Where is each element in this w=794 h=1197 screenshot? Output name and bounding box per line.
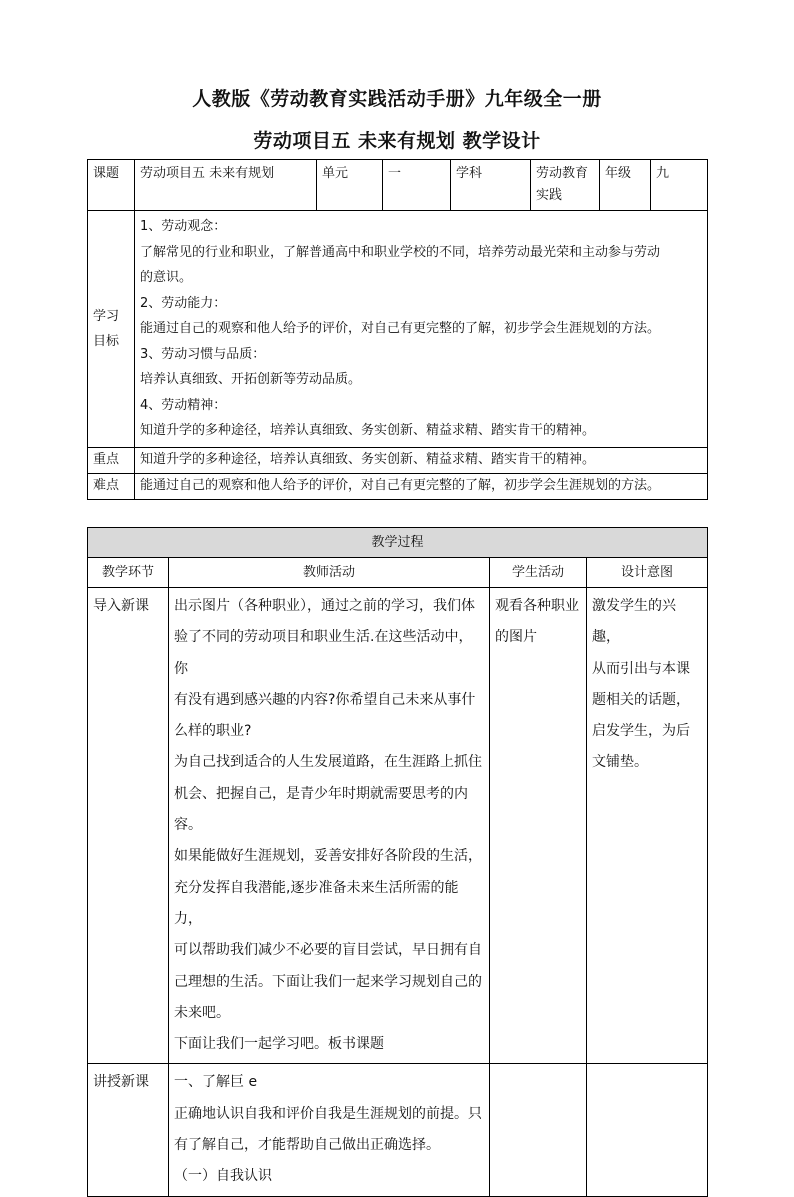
subject-label: 学科 [451, 160, 531, 211]
teacher-line: 下面让我们一起学习吧。板书课题 [174, 1036, 384, 1053]
key-point-text: 知道升学的多种途径，培养认真细致、务实创新、精益求精、踏实肯干的精神。 [135, 447, 708, 473]
teacher-line: 机会、把握自己，是青少年时期就需要思考的内容。 [174, 785, 468, 834]
teacher-activity-intro [169, 588, 490, 1064]
teacher-line: 为自己找到适合的人生发展道路，在生涯路上抓住 [174, 754, 482, 771]
teacher-line: 如果能做好生涯规划，妥善安排好各阶段的生活， [174, 848, 482, 865]
intent-line: 题相关的话题， [592, 691, 690, 708]
objective-line: 4、劳动精神： [140, 397, 227, 413]
grade-value: 九 [651, 160, 708, 211]
teacher-line: 验了不同的劳动项目和职业生活.在这些活动中，你 [174, 629, 473, 677]
teaching-process-table [87, 527, 708, 1197]
topic-value: 劳动项目五 未来有规划 [135, 160, 317, 211]
objective-line: 3、劳动习惯与品质： [140, 346, 266, 362]
header-teacher: 教师活动 [169, 558, 490, 588]
teacher-line: 正确地认识自我和评价自我是生涯规划的前提。只 [174, 1105, 482, 1122]
key-point-label: 重点 [88, 447, 135, 473]
stage-intro: 导入新课 [88, 588, 169, 1064]
objective-line: 的意识。 [140, 270, 193, 285]
objective-line: 1、劳动观念： [140, 219, 227, 234]
teacher-line: 己理想的生活。下面让我们一起来学习规划自己的 [174, 973, 482, 990]
teacher-line: 未来吧。 [174, 1004, 230, 1021]
teacher-line: 充分发挥自我潜能,逐步准备未来生活所需的能力， [174, 879, 459, 927]
header-intent: 设计意图 [587, 558, 708, 588]
teacher-activity-new-lesson [169, 1064, 490, 1196]
topic-label: 课题 [88, 160, 135, 211]
lesson-info-table [87, 159, 708, 500]
objective-line: 能通过自己的观察和他人给予的评价，对自己有更完整的了解，初步学会生涯规划的方法。 [140, 321, 661, 336]
objective-line: 了解常见的行业和职业，了解普通高中和职业学校的不同，培养劳动最光荣和主动参与劳动 [140, 244, 661, 260]
intent-line: 启发学生，为后 [592, 723, 690, 740]
design-intent-intro [587, 588, 708, 1064]
student-activity-new-lesson [490, 1064, 587, 1196]
document-subtitle: 劳动项目五 未来有规划 教学设计 [253, 130, 541, 152]
teacher-line: 一、了解巨 e [174, 1074, 258, 1091]
unit-value: 一 [383, 160, 451, 211]
objectives-label: 学习目标 [88, 211, 135, 448]
teacher-line: 有了解自己，才能帮助自己做出正确选择。 [174, 1137, 440, 1154]
objective-line: 培养认真细致、开拓创新等劳动品质。 [140, 372, 362, 387]
teacher-line: 出示图片（各种职业），通过之前的学习，我们体 [174, 598, 475, 614]
student-line: 观看各种职业 [495, 598, 579, 614]
intent-line: 文铺垫。 [592, 754, 648, 771]
teacher-line: 有没有遇到感兴趣的内容?你希望自己未来从事什 [174, 691, 476, 708]
stage-new-lesson: 讲授新课 [88, 1064, 169, 1196]
teacher-line: 么样的职业? [174, 723, 252, 740]
document-title: 人教版《劳动教育实践活动手册》九年级全一册 [192, 88, 602, 110]
intent-line: 激发学生的兴趣， [592, 598, 676, 646]
teacher-line: 可以帮助我们减少不必要的盲目尝试，早日拥有自 [174, 942, 482, 959]
difficulty-text: 能通过自己的观察和他人给予的评价，对自己有更完整的了解，初步学会生涯规划的方法。 [135, 473, 708, 499]
objectives-content [135, 211, 708, 448]
difficulty-label: 难点 [88, 473, 135, 499]
process-title: 教学过程 [88, 528, 708, 558]
unit-label: 单元 [317, 160, 383, 211]
design-intent-new-lesson [587, 1064, 708, 1196]
objective-line: 2、劳动能力： [140, 295, 227, 311]
header-student: 学生活动 [490, 558, 587, 588]
intent-line: 从而引出与本课 [592, 660, 690, 677]
student-line: 的图片 [495, 629, 537, 646]
objective-line: 知道升学的多种途径，培养认真细致、务实创新、精益求精、踏实肯干的精神。 [140, 423, 596, 438]
subject-value: 劳动教育实践 [531, 160, 600, 211]
student-activity-intro [490, 588, 587, 1064]
header-stage: 教学环节 [88, 558, 169, 588]
teacher-line: （一）自我认识 [174, 1168, 272, 1185]
grade-label: 年级 [600, 160, 651, 211]
